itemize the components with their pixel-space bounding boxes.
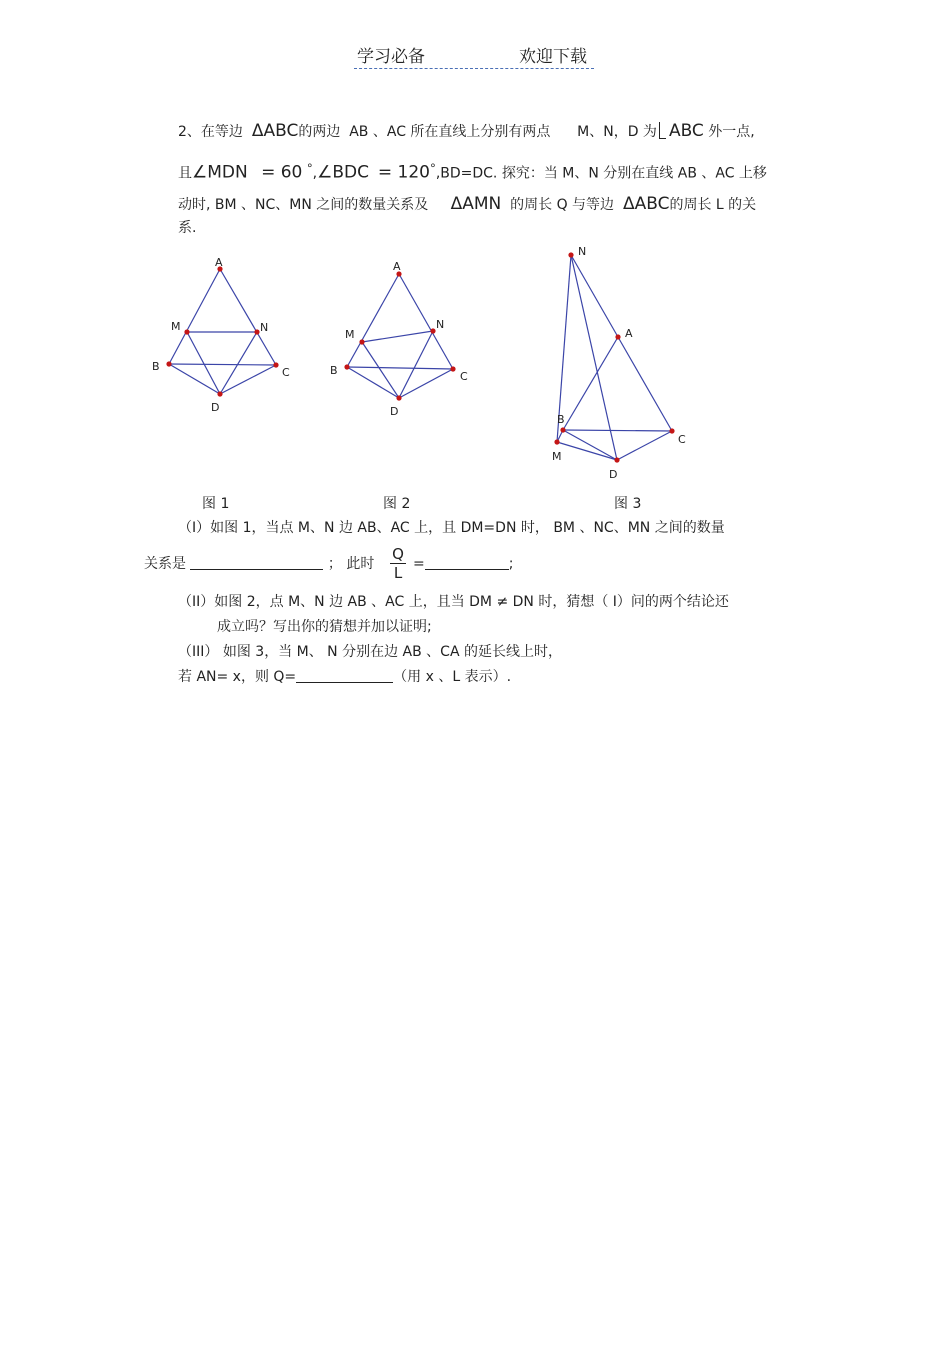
answer-blank-perimeter[interactable] [296,668,393,683]
figure-3-caption: 图 3 [614,496,642,512]
fig3-label-m: M [552,450,562,463]
problem-line-4: 系. [178,220,197,236]
fig1-label-a: A [215,256,223,269]
question-1-line-1: （I）如图 1，当点 M、N 边 AB、AC 上，且 DM=DN 时， BM 、NC、MN 之间的数量 [178,520,725,536]
fig1-label-d: D [211,401,220,414]
figure-2 [347,274,453,398]
answer-blank-relation[interactable] [190,555,323,570]
question-1-line-2: 关系是 ； 此时 [144,556,375,572]
header-left-text: 学习必备 [357,47,425,67]
fig1-label-m: M [171,320,181,333]
problem-line-3: 动时, BM 、NC、MN 之间的数量关系及 ΔAMN 的周长 Q 与等边 ΔABC的周长 L 的关 [178,194,757,214]
figure-points [166,252,674,462]
figure-2-caption: 图 2 [383,496,411,512]
question-3-line-2: 若 AN= x，则 Q= （用 x 、L 表示）. [178,669,512,685]
fig3-label-c: C [678,433,686,446]
fig1-label-c: C [282,366,290,379]
question-1-ratio-answer: = ; [413,556,514,572]
fig3-label-n: N [578,245,587,258]
answer-blank-ratio[interactable] [425,555,509,570]
question-2-line-2: 成立吗？写出你的猜想并加以证明; [217,619,432,635]
fig1-label-b: B [152,360,160,373]
geometry-figures [0,0,950,500]
fig2-label-m: M [345,328,355,341]
fig2-label-c: C [460,370,468,383]
fig3-label-b: B [557,413,565,426]
figure-3 [557,255,672,460]
fig2-label-d: D [390,405,399,418]
fig2-label-a: A [393,260,401,273]
question-2-line-1: （II）如图 2，点 M、N 边 AB 、AC 上，且当 DM ≠ DN 时，猜想（ I）问的两个结论还 [178,594,729,610]
fraction-q-over-l: $\frac{Q}{L}$ [390,545,406,582]
header-right-text: 欢迎下载 [519,47,587,67]
question-3-line-1: （III） 如图 3，当 M、 N 分别在边 AB 、CA 的延长线上时， [178,644,562,660]
fig3-label-d: D [609,468,618,481]
fig2-label-b: B [330,364,338,377]
fig3-label-a: A [625,327,633,340]
problem-line-2: 且∠MDN = 60 °,∠BDC = 120°,BD=DC. 探究：当 M、N 分别在直线 AB 、AC 上移 [178,161,767,183]
fig1-label-n: N [260,321,269,334]
problem-line-1: 2、在等边 ΔABC的两边 AB 、AC 所在直线上分别有两点 M、N，D 为 ABC 外一点, [178,121,755,141]
fig2-label-n: N [436,318,445,331]
figure-1-caption: 图 1 [202,496,230,512]
